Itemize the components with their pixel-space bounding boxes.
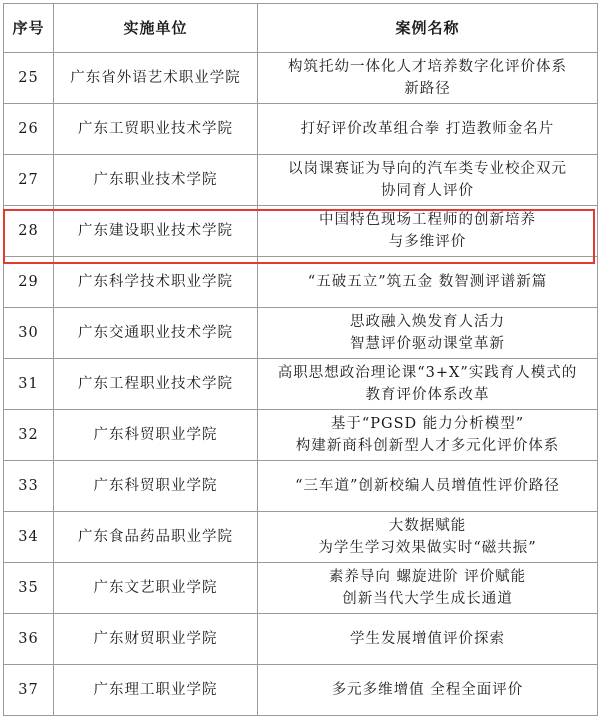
row-case-name — [258, 155, 598, 206]
case-name-line: 与多维评价 — [388, 234, 467, 250]
case-name-line: 新路径 — [404, 81, 451, 97]
row-unit: 广东建设职业技术学院 — [54, 206, 258, 257]
row-unit: 广东食品药品职业学院 — [54, 512, 258, 563]
row-case-name — [258, 206, 598, 257]
row-unit: 广东工程职业技术学院 — [54, 359, 258, 410]
case-name-line: 创新当代大学生成长通道 — [342, 591, 513, 607]
header-row — [4, 4, 598, 53]
case-name-line: 中国特色现场工程师的创新培养 — [319, 212, 536, 228]
row-case-name — [258, 53, 598, 104]
row-unit: 广东省外语艺术职业学院 — [54, 53, 258, 104]
table-row — [4, 563, 598, 614]
header-case-name: 案例名称 — [258, 4, 598, 53]
case-name-line: 协同育人评价 — [381, 183, 474, 199]
row-unit: 广东财贸职业学院 — [54, 614, 258, 665]
header-number: 序号 — [4, 4, 54, 53]
case-name-line: 智慧评价驱动课堂革新 — [350, 336, 505, 352]
case-name-line: 构筑托幼一体化人才培养数字化评价体系 — [288, 59, 567, 75]
table-row — [4, 410, 598, 461]
row-unit: 广东科学技术职业学院 — [54, 257, 258, 308]
row-case-name — [258, 359, 598, 410]
table-row — [4, 614, 598, 665]
case-name-line: 大数据赋能 — [388, 518, 467, 534]
case-name-line: “五破五立”筑五金 数智测评谱新篇 — [307, 274, 548, 290]
row-unit: 广东文艺职业学院 — [54, 563, 258, 614]
row-number: 29 — [4, 257, 54, 308]
row-unit: 广东理工职业学院 — [54, 665, 258, 716]
row-unit: 广东科贸职业学院 — [54, 410, 258, 461]
row-case-name — [258, 665, 598, 716]
row-unit: 广东工贸职业技术学院 — [54, 104, 258, 155]
row-case-name — [258, 257, 598, 308]
row-number: 26 — [4, 104, 54, 155]
table-row — [4, 257, 598, 308]
row-number: 37 — [4, 665, 54, 716]
row-number: 35 — [4, 563, 54, 614]
row-case-name — [258, 308, 598, 359]
case-name-line: 素养导向 螺旋进阶 评价赋能 — [328, 569, 527, 585]
case-name-line: “三车道”创新校编人员增值性评价路径 — [295, 478, 560, 494]
case-table — [3, 3, 598, 716]
row-number: 31 — [4, 359, 54, 410]
row-unit: 广东职业技术学院 — [54, 155, 258, 206]
case-name-line: 为学生学习效果做实时“磁共振” — [318, 540, 537, 556]
row-number: 36 — [4, 614, 54, 665]
row-number: 32 — [4, 410, 54, 461]
table-row — [4, 104, 598, 155]
row-number: 27 — [4, 155, 54, 206]
case-name-line: 思政融入焕发育人活力 — [350, 314, 505, 330]
case-name-line: 基于“PGSD 能力分析模型” — [330, 416, 525, 432]
table-row — [4, 308, 598, 359]
row-case-name — [258, 563, 598, 614]
case-name-line: 多元多维增值 全程全面评价 — [331, 682, 524, 698]
row-number: 25 — [4, 53, 54, 104]
row-number: 30 — [4, 308, 54, 359]
row-case-name — [258, 614, 598, 665]
row-unit: 广东交通职业技术学院 — [54, 308, 258, 359]
case-name-line: 高职思想政治理论课“3+X”实践育人模式的 — [277, 365, 578, 381]
case-name-line: 学生发展增值评价探索 — [350, 631, 505, 647]
row-number: 28 — [4, 206, 54, 257]
table-row — [4, 206, 598, 257]
header-unit: 实施单位 — [54, 4, 258, 53]
case-name-line: 构建新商科创新型人才多元化评价体系 — [295, 438, 560, 454]
table-row — [4, 461, 598, 512]
table-row — [4, 512, 598, 563]
row-case-name — [258, 410, 598, 461]
table-row — [4, 665, 598, 716]
row-unit: 广东科贸职业学院 — [54, 461, 258, 512]
row-number: 34 — [4, 512, 54, 563]
row-case-name — [258, 512, 598, 563]
table-row — [4, 53, 598, 104]
table-row — [4, 155, 598, 206]
row-number: 33 — [4, 461, 54, 512]
row-case-name — [258, 461, 598, 512]
case-name-line: 以岗课赛证为导向的汽车类专业校企双元 — [288, 161, 567, 177]
table-row — [4, 359, 598, 410]
row-case-name — [258, 104, 598, 155]
case-name-line: 教育评价体系改革 — [365, 387, 490, 403]
case-name-line: 打好评价改革组合拳 打造教师金名片 — [300, 121, 555, 137]
